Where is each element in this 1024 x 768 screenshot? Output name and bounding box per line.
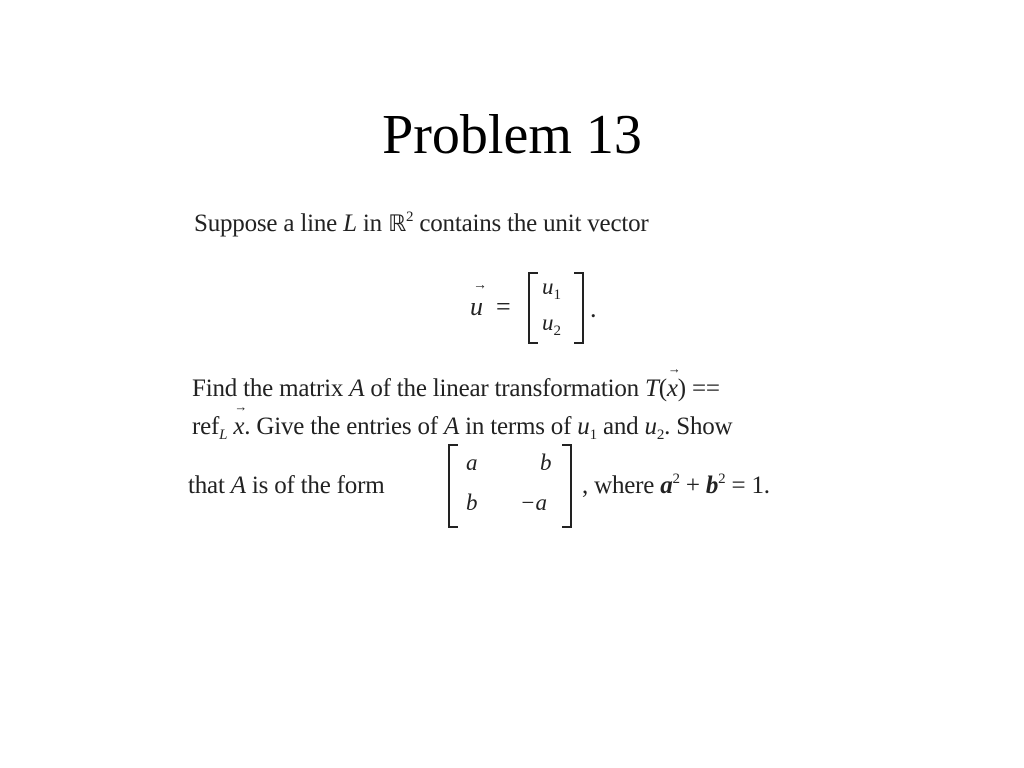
text: in <box>356 210 388 237</box>
text: ( <box>658 375 667 402</box>
text: , where <box>582 472 661 499</box>
period: . <box>590 294 597 323</box>
exponent: 2 <box>718 471 726 487</box>
vector-x: x → <box>666 361 681 402</box>
equals-sign: = <box>496 292 511 321</box>
problem-line-1 <box>194 210 649 238</box>
real-numbers-symbol: ℝ <box>387 211 406 237</box>
entry-u1: u <box>577 413 590 440</box>
vector-entry-u1: $u_1$ <box>542 274 561 303</box>
text: Suppose a line <box>194 210 344 237</box>
subscript-L: L <box>219 427 228 443</box>
matrix-entry-b: b <box>540 450 552 475</box>
variable-a: a <box>660 472 673 499</box>
matrix-entry-a: a <box>466 450 478 475</box>
exponent: 2 <box>405 209 414 225</box>
ref-operator: ref <box>192 413 220 440</box>
problem-statement <box>180 200 900 540</box>
text: contains the unit vector <box>413 210 649 237</box>
plus-sign: + <box>679 472 706 499</box>
text: = 1. <box>725 472 770 499</box>
vector-entry-u2: $u_2$ <box>542 310 561 339</box>
text: . Show <box>664 413 733 440</box>
problem-line-4-tail <box>582 472 770 500</box>
vector-x: x → <box>233 399 248 440</box>
text: in terms of <box>459 413 578 440</box>
text: is of the form <box>245 472 385 499</box>
matrix-bracket-left <box>448 444 458 528</box>
problem-line-2 <box>192 361 720 403</box>
slide-title: Problem 13 <box>382 104 642 166</box>
matrix-A: A <box>349 375 365 402</box>
vector-arrow-icon: → <box>667 361 681 376</box>
form-matrix <box>448 444 578 528</box>
matrix-bracket-right <box>574 272 584 344</box>
problem-line-3 <box>192 399 733 443</box>
text: Find the matrix <box>192 375 350 402</box>
text: of the linear transformation <box>364 375 645 402</box>
matrix-bracket-right <box>562 444 572 528</box>
matrix-entry-b: b <box>466 490 478 515</box>
text: and <box>596 413 645 440</box>
text: that <box>188 472 231 499</box>
subscript-1: 1 <box>589 427 597 443</box>
text: ) == <box>677 375 720 402</box>
line-symbol: L <box>343 210 357 237</box>
vector-u: u <box>470 292 483 321</box>
matrix-entry-neg-a: −a <box>520 490 548 515</box>
transformation-T: T <box>645 375 659 402</box>
vector-arrow-icon: → <box>234 399 248 414</box>
subscript-2: 2 <box>656 427 665 443</box>
matrix-A: A <box>230 472 246 499</box>
text: . Give the entries of <box>244 413 444 440</box>
matrix-bracket-left <box>528 272 538 344</box>
problem-line-4 <box>188 472 384 500</box>
unit-vector-equation <box>470 272 620 352</box>
matrix-A: A <box>443 413 460 440</box>
entry-u2: u <box>644 413 657 440</box>
vector-arrow-icon: → <box>473 278 487 293</box>
variable-b: b <box>705 472 719 499</box>
exponent: 2 <box>672 471 680 487</box>
